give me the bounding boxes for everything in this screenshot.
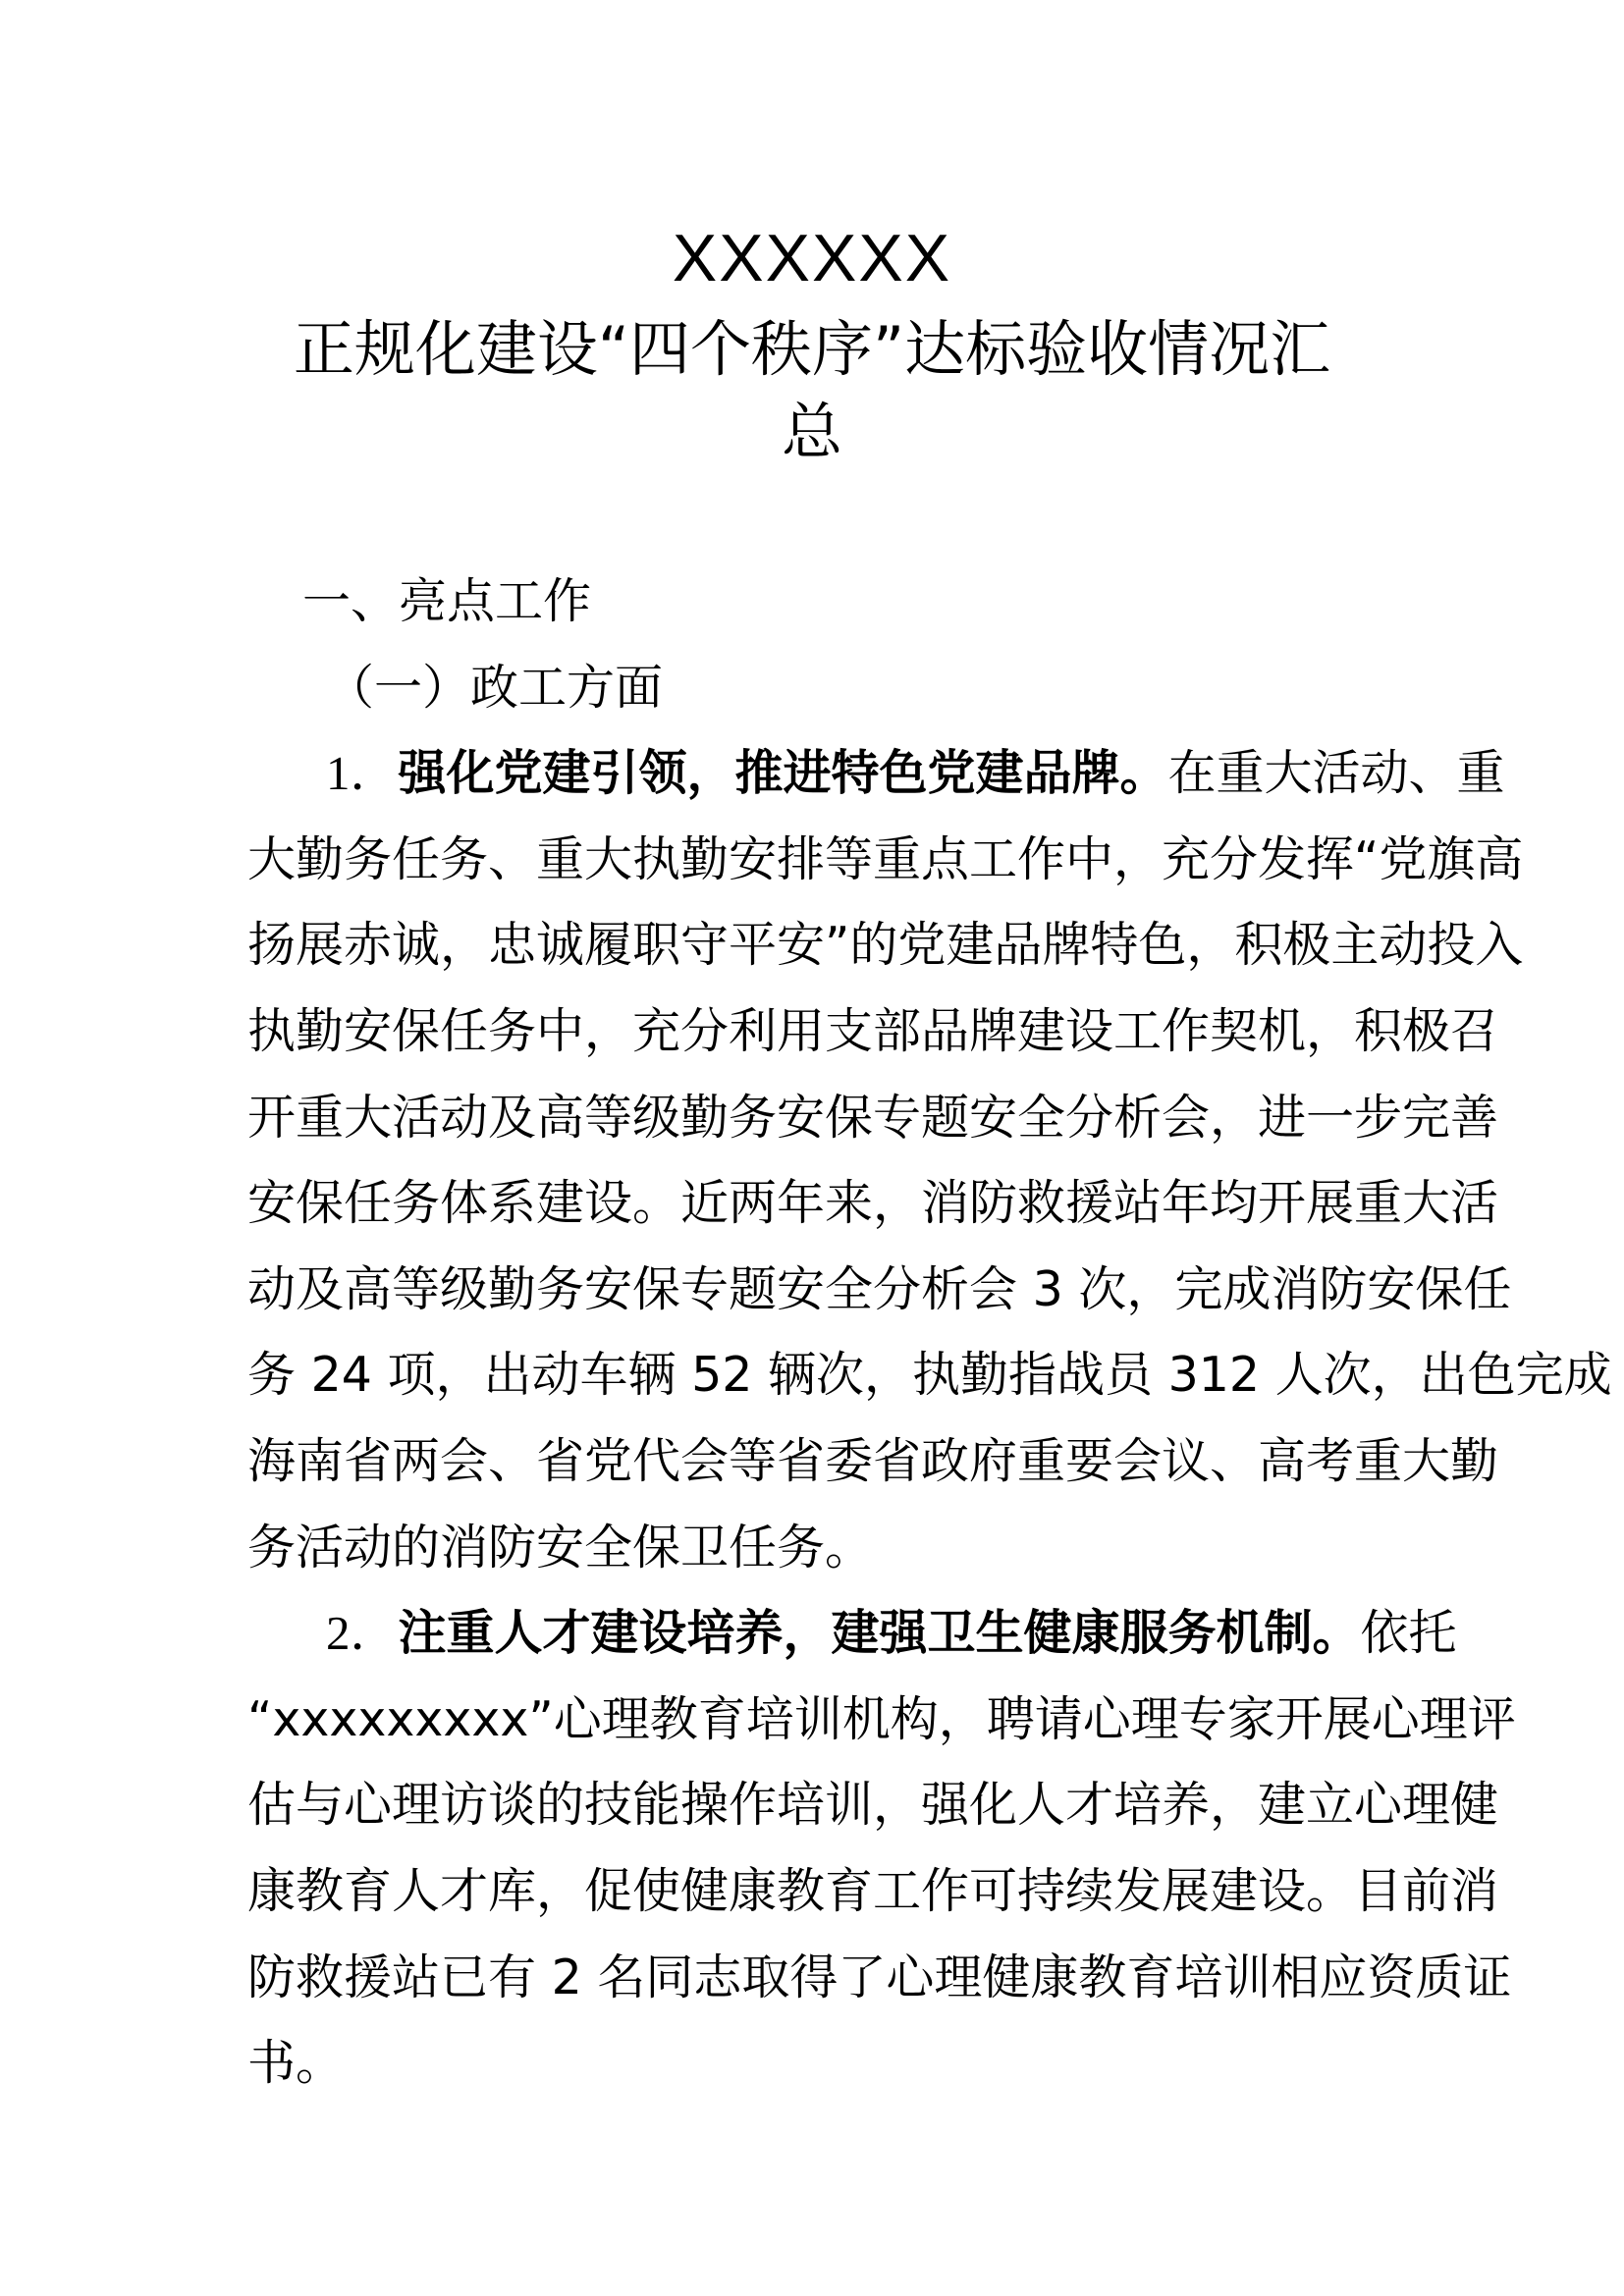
item-number: 2． (326, 1606, 399, 1661)
paragraph-line: 防救援站已有 2 名同志取得了心理健康教育培训相应资质证 (247, 1949, 1512, 2005)
paragraph-line: 动及高等级勤务安保专题安全分析会 3 次，完成消防安保任 (247, 1260, 1512, 1317)
line-text: 依托 (1360, 1605, 1457, 1662)
document-title-line-3: 总 (781, 396, 842, 467)
line-text: 在重大活动、重 (1167, 745, 1505, 802)
paragraph-line: 估与心理访谈的技能操作培训，强化人才培养，建立心理健 (247, 1777, 1499, 1834)
paragraph-line (247, 1590, 1457, 1677)
document-title-line-1: XXXXXX (672, 221, 952, 295)
subsection-heading: （一）政工方面 (326, 659, 664, 716)
paragraph-line: 务活动的消防安全保卫任务。 (247, 1519, 874, 1575)
paragraph-line (247, 730, 1505, 817)
paragraph-line: 安保任务体系建设。近两年来，消防救援站年均开展重大活 (247, 1175, 1499, 1232)
item-number: 1． (326, 746, 399, 801)
paragraph-line: 书。 (247, 2035, 345, 2092)
document-body (247, 559, 1612, 2107)
paragraph-line: 执勤安保任务中，充分利用支部品牌建设工作契机，积极召 (247, 1002, 1499, 1059)
item-bold-lead: 注重人才建设培养，建强卫生健康服务机制。 (398, 1605, 1361, 1662)
paragraph-line: 务 24 项，出动车辆 52 辆次，执勤指战员 312 人次，出色完成 (247, 1347, 1612, 1404)
paragraph-2 (247, 1590, 1516, 2107)
paragraph-line: 海南省两会、省党代会等省委省政府重要会议、高考重大勤 (247, 1432, 1499, 1489)
paragraph-line: “xxxxxxxxx”心理教育培训机构，聘请心理专家开展心理评 (247, 1690, 1516, 1747)
paragraph-line: 大勤务任务、重大执勤安排等重点工作中，充分发挥“党旗高 (247, 830, 1524, 887)
document-title-line-2: 正规化建设“四个秩序”达标验收情况汇 (293, 313, 1331, 385)
paragraph-1 (247, 730, 1612, 1590)
paragraph-line: 开重大活动及高等级勤务安保专题安全分析会，进一步完善 (247, 1089, 1499, 1146)
section-heading: 一、亮点工作 (302, 573, 592, 629)
item-bold-lead: 强化党建引领，推进特色党建品牌。 (398, 745, 1168, 802)
paragraph-line: 康教育人才库，促使健康教育工作可持续发展建设。目前消 (247, 1862, 1499, 1919)
paragraph-line: 扬展赤诚，忠诚履职守平安”的党建品牌特色，积极主动投入 (247, 917, 1524, 974)
